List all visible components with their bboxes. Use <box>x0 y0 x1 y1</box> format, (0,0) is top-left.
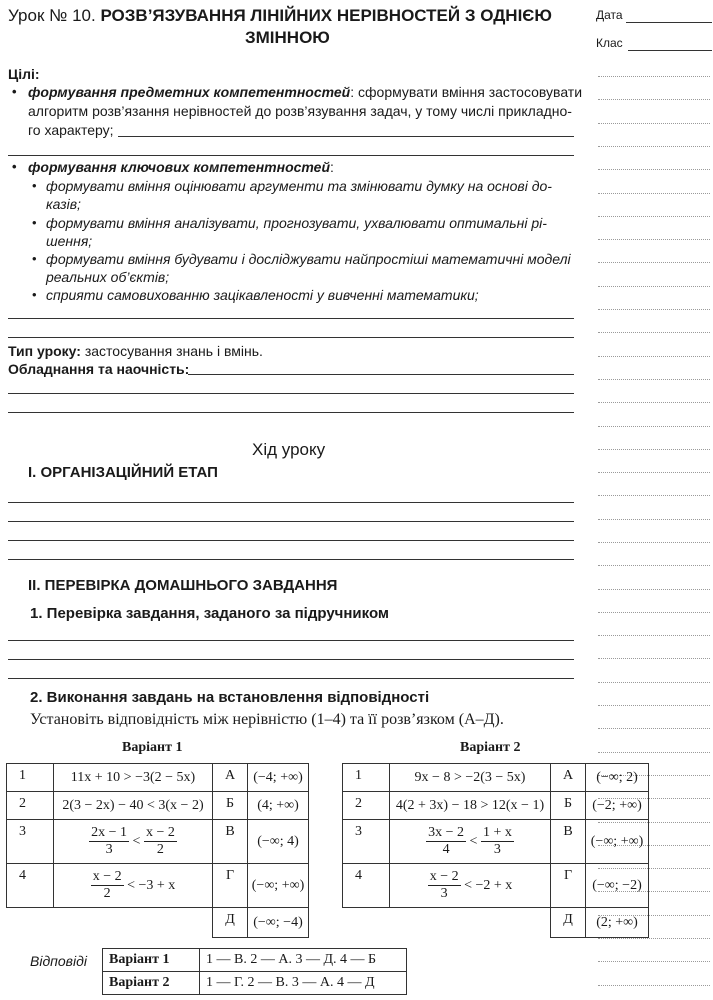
answer-interval: (−4; +∞) <box>248 764 309 792</box>
sidebar-note-line <box>598 752 710 753</box>
goal-key-item-3-line2: реальних об’єктів; <box>46 269 170 285</box>
inequality: 9x − 8 > −2(3 − 5x) <box>390 764 551 792</box>
sidebar-note-line <box>598 193 710 194</box>
inequality: $\frac{x - 2}{3}$ < −2 + x <box>390 864 551 908</box>
answer-interval: (2; +∞) <box>586 908 649 938</box>
sidebar-note-line <box>598 216 710 217</box>
sub1-heading: 1. Перевірка завдання, заданого за підручником <box>30 605 390 622</box>
stage2-heading: II. ПЕРЕВІРКА ДОМАШНЬОГО ЗАВДАННЯ <box>28 577 338 594</box>
goal-key-item-4-line1: сприяти самовихованню зацікавленості у вивченні математики; <box>46 287 479 303</box>
bullet-icon: • <box>32 287 37 302</box>
sidebar-note-line <box>598 169 710 170</box>
fraction: $\frac{2x - 1}{3}$ <box>91 824 128 857</box>
sidebar-note-line <box>598 239 710 240</box>
sidebar-note-line <box>598 682 710 683</box>
sidebar-note-line <box>598 262 710 263</box>
answer-interval: (4; +∞) <box>248 792 309 820</box>
sidebar-note-line <box>598 286 710 287</box>
variant2-table <box>342 763 649 938</box>
table-row <box>103 949 407 972</box>
fill-line[interactable] <box>8 540 574 541</box>
answer-letter: А <box>551 764 586 792</box>
sidebar-note-line <box>598 635 710 636</box>
inequality: 11x + 10 > −3(2 − 5x) <box>54 764 213 792</box>
goal-subject-label: формування предметних компетентностей <box>28 84 351 100</box>
goal-key-label: формування ключових компетентностей <box>28 159 331 175</box>
sidebar-note-line <box>598 356 710 357</box>
sidebar-note-line <box>598 379 710 380</box>
sidebar-note-line <box>598 519 710 520</box>
row-number: 4 <box>7 864 54 908</box>
answer-letter: А <box>213 764 248 792</box>
sidebar-note-line <box>598 449 710 450</box>
goal-subject-text-3: го характеру; <box>28 122 114 138</box>
date-label: Дата <box>596 8 623 22</box>
fraction: $\frac{x - 2}{2}$ <box>145 824 175 857</box>
goal-key-item-1-line2: казів; <box>46 196 81 212</box>
row-number: 2 <box>7 792 54 820</box>
sidebar-note-line <box>598 612 710 613</box>
row-number: 1 <box>343 764 390 792</box>
table-row <box>343 864 649 908</box>
fill-line[interactable] <box>8 337 574 338</box>
sidebar-note-line <box>598 658 710 659</box>
answer-letter: В <box>213 820 248 864</box>
row-number: 4 <box>343 864 390 908</box>
class-field-line[interactable] <box>628 50 712 51</box>
answer-value: 1 — Г. 2 — В. 3 — А. 4 — Д <box>200 972 407 995</box>
answer-value: 1 — В. 2 — А. 3 — Д. 4 — Б <box>200 949 407 972</box>
date-field-line[interactable] <box>626 22 712 23</box>
inequality: $\frac{x - 2}{2}$ < −3 + x <box>54 864 213 908</box>
fraction: $\frac{3x - 2}{4}$ <box>428 824 465 857</box>
table-row <box>343 908 649 938</box>
table-row <box>343 764 649 792</box>
fill-line[interactable] <box>8 640 574 641</box>
answer-letter: Г <box>213 864 248 908</box>
answer-interval: (−∞; +∞) <box>586 820 649 864</box>
row-number: 1 <box>7 764 54 792</box>
lesson-number: Урок № 10. <box>8 6 96 25</box>
sub2-heading: 2. Виконання завдань на встановлення відповідності <box>30 689 430 706</box>
answer-letter: В <box>551 820 586 864</box>
goal-key-item-2-line2: шення; <box>46 233 93 249</box>
sidebar-note-line <box>598 565 710 566</box>
table-row <box>7 820 309 864</box>
fill-line[interactable] <box>8 155 574 156</box>
sidebar-note-line <box>598 99 710 100</box>
bullet-icon: • <box>32 215 37 230</box>
goal-subject-text: : сформувати вміння застосовувати <box>350 84 583 100</box>
answer-variant: Варіант 1 <box>103 949 200 972</box>
answers-table <box>102 948 407 995</box>
sidebar-note-line <box>598 985 710 986</box>
answer-letter: Б <box>213 792 248 820</box>
answer-interval: (−∞; 4) <box>248 820 309 864</box>
inequality: $\frac{3x - 2}{4}$ < $\frac{1 + x}{3}$ <box>390 820 551 864</box>
fill-line[interactable] <box>8 502 574 503</box>
table-row <box>343 820 649 864</box>
fill-line[interactable] <box>8 659 574 660</box>
sidebar-note-line <box>598 589 710 590</box>
sidebar-note-line <box>598 426 710 427</box>
sidebar-note-line <box>598 123 710 124</box>
page-title <box>8 6 552 26</box>
sidebar-note-line <box>598 961 710 962</box>
answer-interval: (−2; +∞) <box>586 792 649 820</box>
bullet-icon: • <box>12 159 17 174</box>
sidebar-note-line <box>598 309 710 310</box>
table-row <box>7 792 309 820</box>
fill-line[interactable] <box>8 521 574 522</box>
row-number: 3 <box>343 820 390 864</box>
fill-line[interactable] <box>8 393 574 394</box>
answer-letter: Г <box>551 864 586 908</box>
fraction: $\frac{1 + x}{3}$ <box>482 824 512 857</box>
lesson-type-value: застосування знань і вмінь. <box>80 343 263 359</box>
answer-interval: (−∞; −2) <box>586 864 649 908</box>
answers-label: Відповіді <box>30 953 87 969</box>
sidebar-note-line <box>598 495 710 496</box>
sidebar-note-line <box>598 402 710 403</box>
goal-key-colon: : <box>330 159 334 175</box>
sidebar-note-line <box>598 76 710 77</box>
table-row <box>7 908 309 938</box>
fill-line[interactable] <box>8 678 574 679</box>
table-row <box>7 764 309 792</box>
sidebar-note-line <box>598 332 710 333</box>
bullet-icon: • <box>32 251 37 266</box>
goal-key-item-2-line1: формувати вміння аналізувати, прогнозувати, ухвалювати оптимальні рі- <box>46 215 547 231</box>
fill-line[interactable] <box>8 412 574 413</box>
fill-line[interactable] <box>8 318 574 319</box>
inequality: 2(3 − 2x) − 40 < 3(x − 2) <box>54 792 213 820</box>
variant1-table <box>6 763 309 938</box>
table-row <box>343 792 649 820</box>
task-instruction: Установіть відповідність між нерівністю (1–4) та її розв’язком (А–Д). <box>30 711 504 728</box>
answer-interval: (−∞; +∞) <box>248 864 309 908</box>
stage1-heading: I. ОРГАНІЗАЦІЙНИЙ ЕТАП <box>28 464 218 481</box>
fraction: $\frac{x - 2}{3}$ <box>429 868 459 901</box>
fill-line[interactable] <box>8 559 574 560</box>
answer-letter: Д <box>551 908 586 938</box>
table-row <box>103 972 407 995</box>
sidebar-note-line <box>598 472 710 473</box>
fraction: $\frac{x - 2}{2}$ <box>92 868 122 901</box>
course-title: Хід уроку <box>252 440 326 459</box>
goal-subject <box>28 84 582 100</box>
lesson-type <box>8 343 263 359</box>
sidebar-note-line <box>598 705 710 706</box>
inequality: $\frac{2x - 1}{3}$ < $\frac{x - 2}{2}$ <box>54 820 213 864</box>
sidebar-note-line <box>598 542 710 543</box>
fill-line[interactable] <box>188 374 574 375</box>
sidebar-note-line <box>598 146 710 147</box>
sidebar-note-line <box>598 728 710 729</box>
lesson-title-line2: ЗМІННОЮ <box>245 28 330 47</box>
goals-heading: Цілі: <box>8 66 40 82</box>
answer-letter: Д <box>213 908 248 938</box>
variant1-title: Варіант 1 <box>122 740 183 755</box>
answer-interval: (−∞; −4) <box>248 908 309 938</box>
row-number: 3 <box>7 820 54 864</box>
row-number: 2 <box>343 792 390 820</box>
goal-key-item-3-line1: формувати вміння будувати і досліджувати найпростіші математичні моделі <box>46 251 571 267</box>
answer-variant: Варіант 2 <box>103 972 200 995</box>
equipment-label: Обладнання та наочність: <box>8 361 190 377</box>
class-label: Клас <box>596 36 623 50</box>
variant2-title: Варіант 2 <box>460 740 521 755</box>
table-row <box>7 864 309 908</box>
sidebar-note-line <box>598 938 710 939</box>
fill-line[interactable] <box>118 136 574 137</box>
lesson-type-label: Тип уроку: <box>8 343 81 359</box>
answer-interval: (−∞; 2) <box>586 764 649 792</box>
bullet-icon: • <box>12 84 17 99</box>
goal-key-item-1-line1: формувати вміння оцінювати аргументи та змінювати думку на основі до- <box>46 178 552 194</box>
goal-subject-text-2: алгоритм розв’язання нерівностей до розв’язування задач, у тому числі прикладно- <box>28 103 572 119</box>
answer-letter: Б <box>551 792 586 820</box>
bullet-icon: • <box>32 178 37 193</box>
lesson-title-line1: РОЗВ’ЯЗУВАННЯ ЛІНІЙНИХ НЕРІВНОСТЕЙ З ОДНІЄЮ <box>100 6 552 25</box>
inequality: 4(2 + 3x) − 18 > 12(x − 1) <box>390 792 551 820</box>
goal-key <box>28 159 334 175</box>
